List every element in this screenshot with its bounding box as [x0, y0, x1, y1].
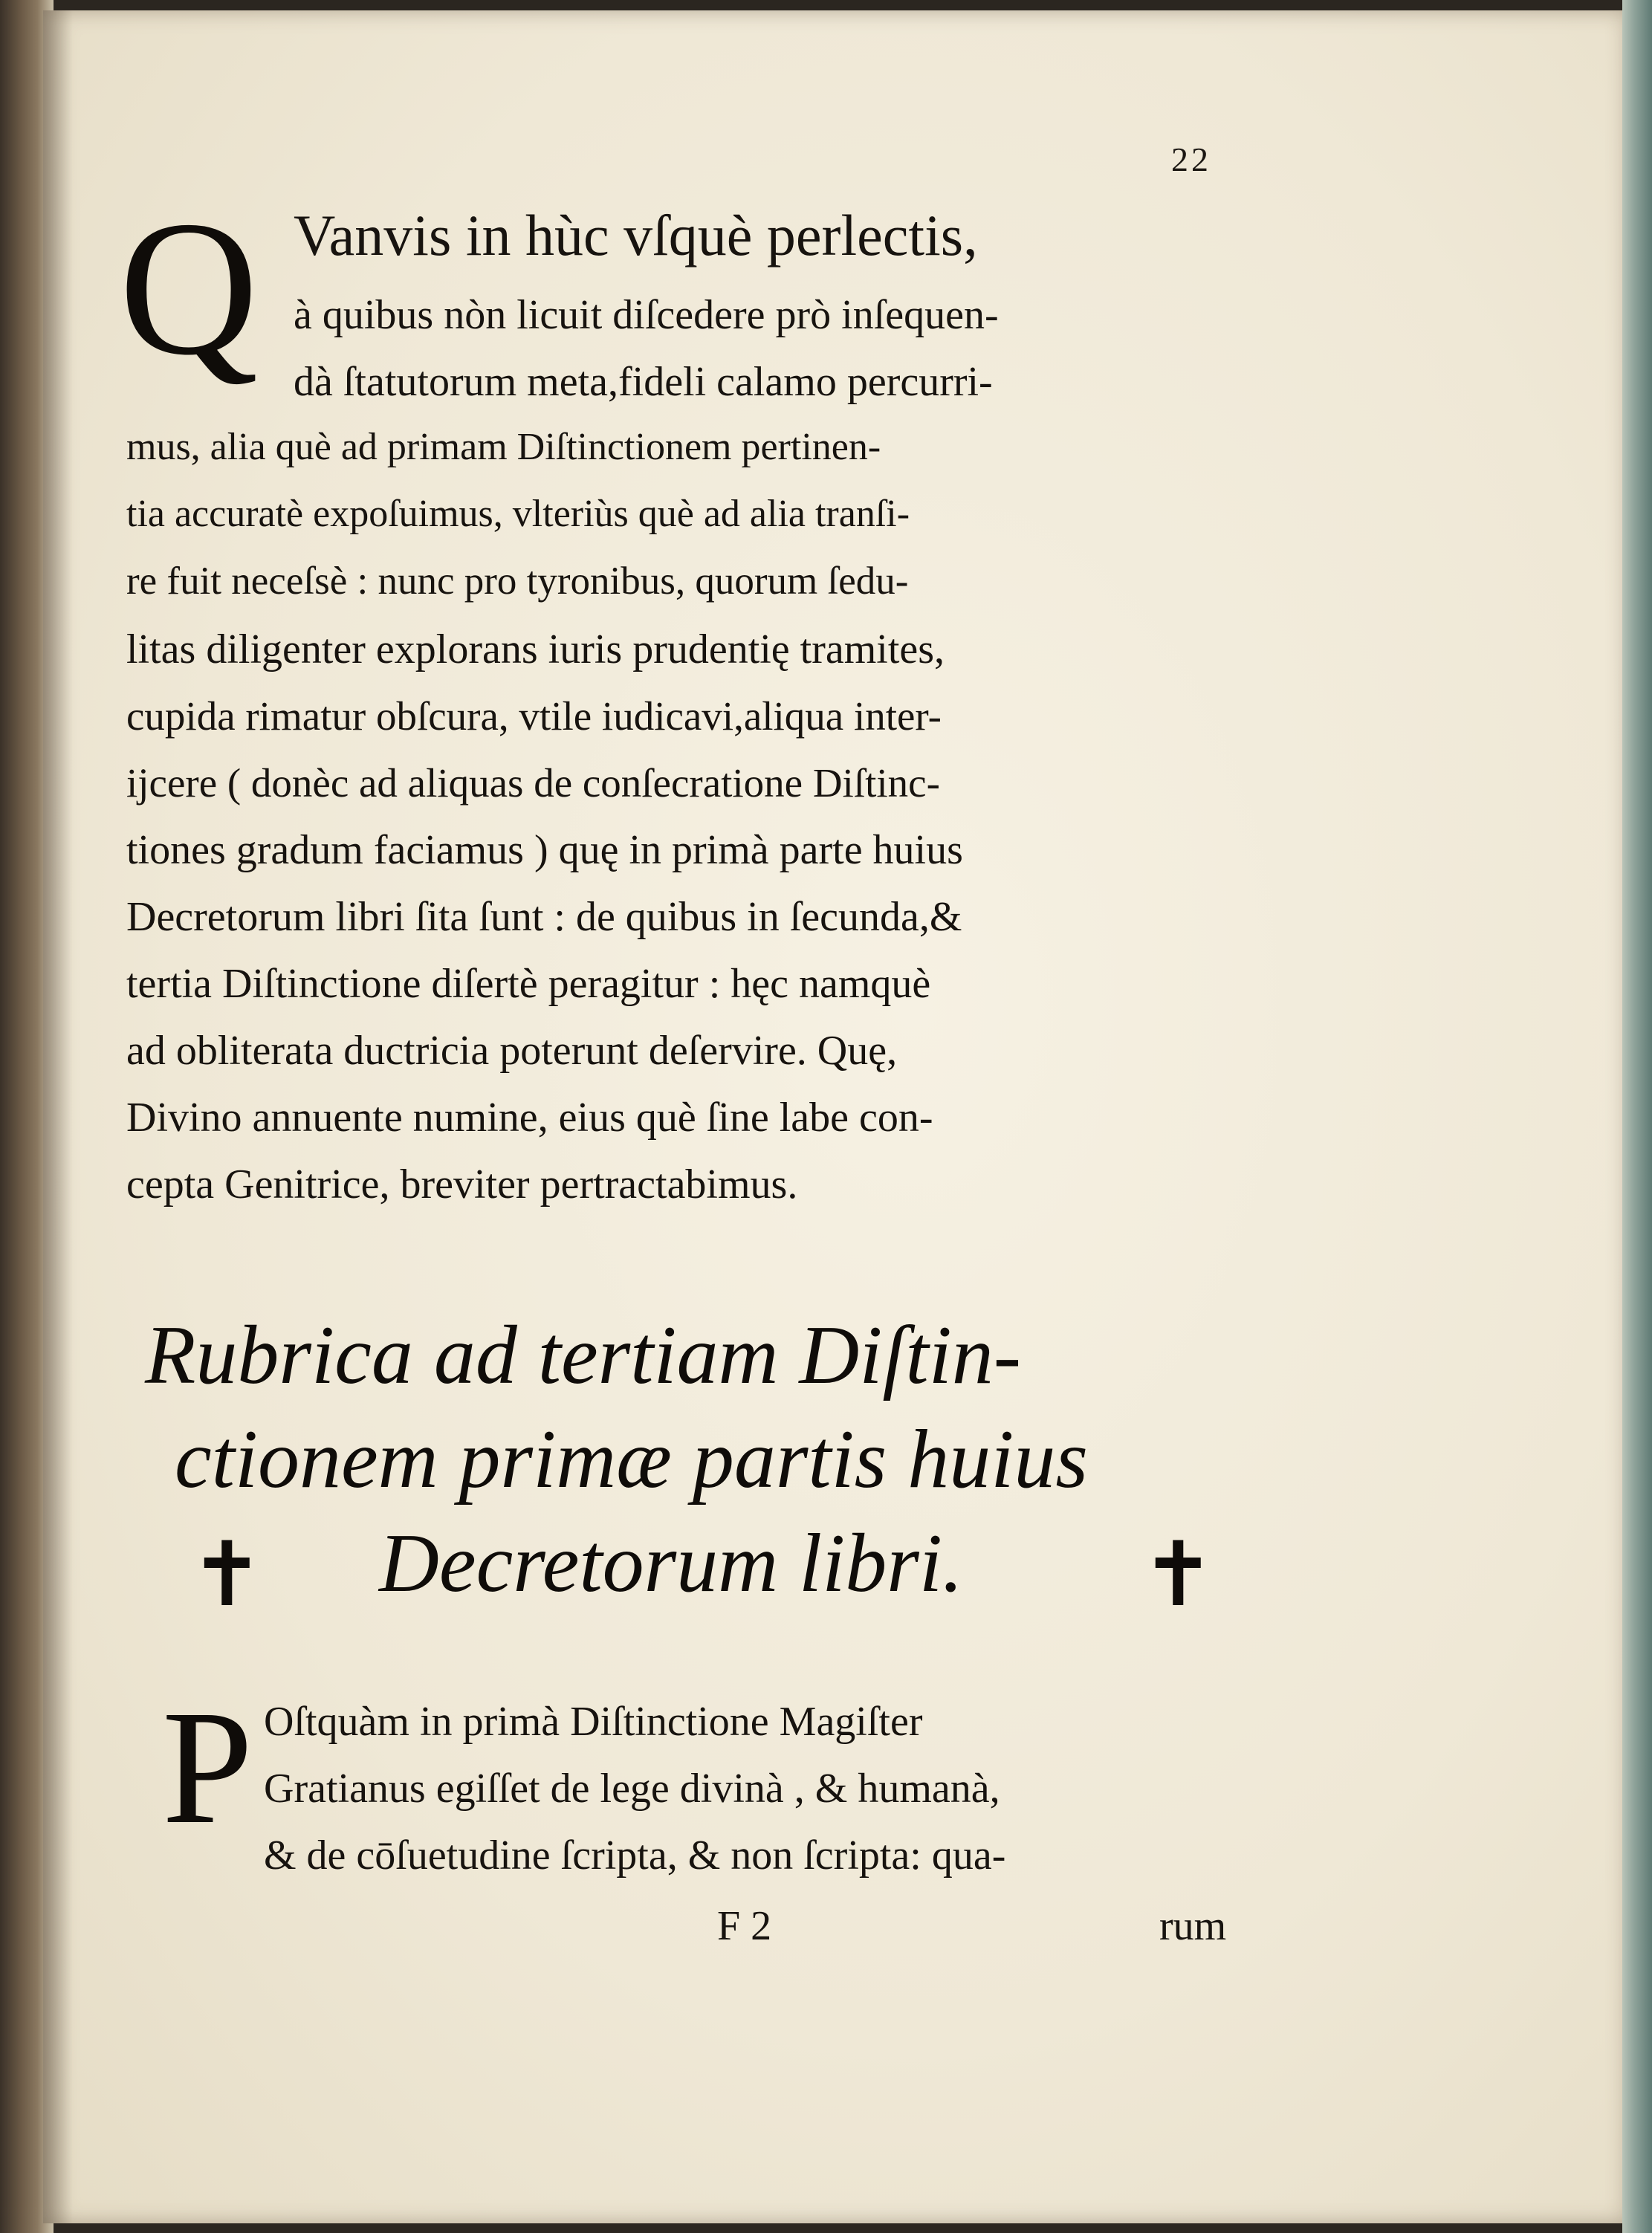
book-edge — [1622, 0, 1652, 2233]
text-line: Divino annuente numine, eius què ſine labe con- — [126, 1095, 933, 1141]
drop-cap-p: P — [162, 1676, 253, 1858]
drop-cap-q: Q — [119, 181, 259, 395]
text-line: Oſtquàm in primà Diſtinctione Magiſter — [264, 1699, 923, 1745]
text-line: à quibus nòn licuit diſcedere prò inſequen- — [294, 292, 999, 338]
text-line: re fuit neceſsè : nunc pro tyronibus, quorum ſedu- — [126, 560, 909, 603]
text-line: dà ſtatutorum meta,fideli calamo percurri- — [294, 359, 993, 405]
text-line: litas diligenter explorans iuris prudentię tramites, — [126, 626, 945, 673]
rubric-heading-line: Decretorum libri. — [379, 1517, 963, 1610]
text-line: tiones gradum faciamus ) quę in primà parte huius — [126, 827, 963, 873]
text-line: ad obliterata ductricia poterunt deſervire. Quę, — [126, 1028, 898, 1074]
text-line: ijcere ( donèc ad aliquas de conſecratione Diſtinc- — [126, 760, 940, 806]
signature-mark: F 2 — [717, 1903, 772, 1949]
page-number: 22 — [1171, 140, 1211, 178]
text-line: mus, alia què ad primam Diſtinctionem pertinen- — [126, 426, 881, 468]
text-line: tia accuratè expoſuimus, vlteriùs què ad alia tranſi- — [126, 493, 910, 535]
cross-icon: ✝ — [1141, 1523, 1216, 1627]
catchword: rum — [1159, 1903, 1227, 1949]
text-line: tertia Diſtinctione diſertè peragitur : hęc namquè — [126, 961, 931, 1007]
text-line: & de cōſuetudine ſcripta, & non ſcripta: qua- — [264, 1832, 1006, 1879]
text-line: cepta Genitrice, breviter pertractabimus. — [126, 1161, 798, 1208]
rubric-heading-line: Rubrica ad tertiam Diſtin- — [145, 1309, 1022, 1401]
text-line: cupida rimatur obſcura, vtile iudicavi,aliqua inter- — [126, 693, 942, 739]
text-line: Vanvis in hùc vſquè perlectis, — [294, 203, 978, 268]
cross-icon: ✝ — [190, 1523, 265, 1627]
rubric-heading-line: ctionem primæ partis huius — [175, 1413, 1088, 1506]
text-line: Decretorum libri ſita ſunt : de quibus in ſecunda,& — [126, 894, 962, 940]
text-line: Gratianus egiſſet de lege divinà , & humanà, — [264, 1766, 1000, 1812]
gutter-shadow — [43, 10, 73, 2223]
